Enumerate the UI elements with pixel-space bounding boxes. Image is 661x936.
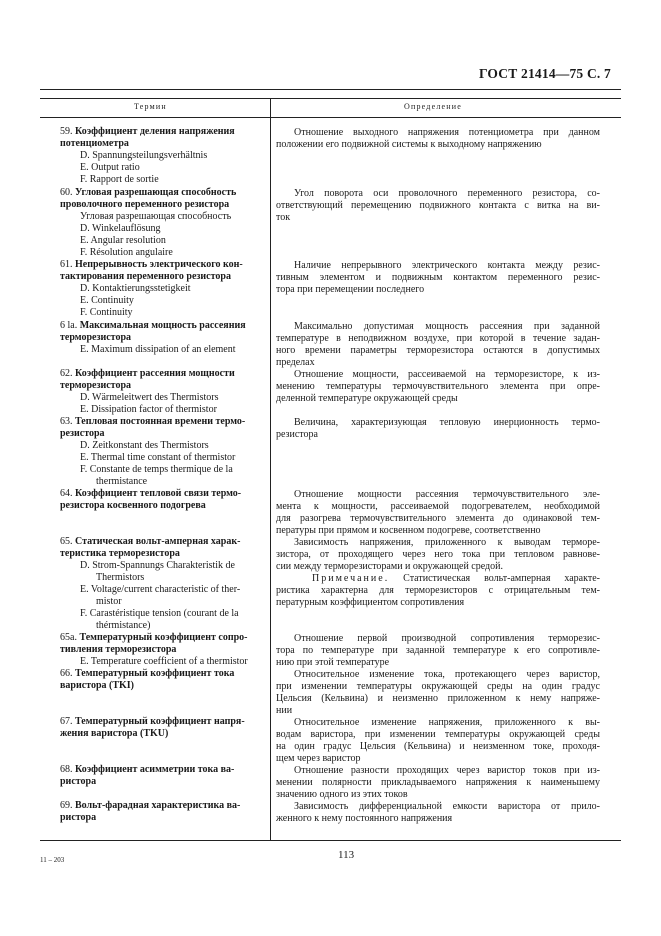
term-text: E. Maximum dissipation of an element: [80, 344, 236, 355]
term-number: 66.: [60, 668, 75, 679]
definition-line: при изменении температуры окружающей среды на один градус: [276, 681, 600, 692]
term-cell: [60, 368, 264, 416]
term-cell: [60, 126, 264, 186]
term-title-line: [60, 187, 264, 199]
term-title-line: [60, 668, 264, 680]
note-line: ристика характерна для терморезисторов с отрицательным тем-: [276, 585, 600, 596]
term-text: F. Carastéristique tension (courant de la: [80, 608, 239, 619]
definition-cell: [276, 537, 600, 609]
term-line: [60, 344, 264, 356]
definition-line: мента к мощности, рассеиваемой подогревателем, необходимой: [276, 501, 600, 512]
term-number: 67.: [60, 716, 75, 727]
definition-cell: [276, 765, 600, 801]
definition-line: Зависимость дифференциальной емкости варистора от прило-: [294, 801, 600, 812]
term-line: [60, 283, 264, 295]
definition-line: ток: [276, 212, 291, 223]
definition-cell: [276, 188, 600, 224]
term-text: Thermistors: [96, 572, 145, 583]
term-text: E. Temperature coefficient of a thermistor: [80, 656, 248, 667]
definition-line: женного к нему постоянного напряжения: [276, 813, 453, 824]
term-number: 65.: [60, 536, 75, 547]
term-title: Температурный коэффициент тока: [75, 668, 235, 679]
definition-line: резистора: [276, 429, 318, 440]
term-text: F. Résolution angulaire: [80, 247, 173, 258]
term-title: Температурный коэффициент напря-: [75, 716, 245, 727]
term-title: тивления терморезистора: [60, 644, 177, 655]
term-line: [60, 440, 264, 452]
term-cell: [60, 632, 264, 668]
term-title-line: [60, 368, 264, 380]
term-title: жения варистора (TKU): [60, 728, 169, 739]
definition-cell: [276, 321, 600, 369]
term-text: D. Spannungsteilungsverhältnis: [80, 150, 208, 161]
definition-line: Относительное изменение напряжения, приложенного к вы-: [294, 717, 600, 728]
definition-line: нии: [276, 705, 293, 716]
term-line: [60, 211, 264, 223]
term-text: Угловая разрешающая способность: [80, 211, 232, 222]
term-cell: [60, 536, 264, 632]
term-title-line: [60, 764, 264, 776]
term-text: thermistance: [96, 476, 148, 487]
term-number: 69.: [60, 800, 75, 811]
definition-line: водам варистора, при изменении температуры окружающей среды: [276, 729, 600, 740]
definition-line: ответствующий перемещению подвижного контакта с витка на ви-: [276, 200, 600, 211]
term-title-line: [60, 536, 264, 548]
term-title: Непрерывность электрического кон-: [75, 259, 243, 270]
definition-cell: [276, 801, 600, 825]
term-cell: [60, 416, 264, 488]
term-number: 65a.: [60, 632, 80, 643]
term-title-line: [60, 716, 264, 728]
term-text: F. Continuity: [80, 307, 133, 318]
column-header-definition: Определение: [404, 102, 462, 111]
page-number: 113: [338, 849, 355, 861]
term-text: E. Voltage/current characteristic of ther-: [80, 584, 241, 595]
term-text: mistor: [96, 596, 122, 607]
column-header-term: Термин: [134, 102, 167, 111]
term-text: E. Thermal time constant of thermistor: [80, 452, 236, 463]
definition-cell: [276, 669, 600, 717]
term-cell: [60, 764, 264, 788]
term-line: [60, 307, 264, 319]
term-line: [60, 476, 264, 488]
term-title-line: [60, 644, 264, 656]
term-text: D. Wärmeleitwert des Thermistors: [80, 392, 219, 403]
term-line: [60, 174, 264, 186]
term-cell: [60, 488, 264, 512]
term-title: Угловая разрешающая способность: [75, 187, 237, 198]
term-title-line: [60, 812, 264, 824]
term-text: D. Zeitkonstant des Thermistors: [80, 440, 209, 451]
term-title-line: [60, 800, 264, 812]
term-cell: [60, 800, 264, 824]
term-text: E. Output ratio: [80, 162, 140, 173]
term-line: [60, 608, 264, 620]
term-title-line: [60, 728, 264, 740]
term-line: [60, 452, 264, 464]
header-rule: [40, 89, 621, 90]
term-title-line: [60, 632, 264, 644]
term-title: Тепловая постоянная времени термо-: [75, 416, 246, 427]
term-number: 62.: [60, 368, 75, 379]
term-title: Вольт-фарадная характеристика ва-: [75, 800, 241, 811]
note-label: Примечание.: [312, 573, 390, 584]
definition-cell: [276, 369, 600, 405]
definition-line: менению температуры термочувствительного элемента при опре-: [276, 381, 600, 392]
definition-line: тора при перемещении последнего: [276, 284, 425, 295]
term-title: Коэффициент рассеяния мощности: [75, 368, 235, 379]
definition-line: менении полярности прикладываемого напряжения к наименьшему: [276, 777, 600, 788]
term-line: [60, 560, 264, 572]
term-line: [60, 656, 264, 668]
term-title: проволочного переменного резистора: [60, 199, 230, 210]
term-title-line: [60, 138, 264, 150]
definition-line: Отношение разности проходящих через варистор токов при из-: [294, 765, 600, 776]
term-line: [60, 295, 264, 307]
print-code: 11 – 203: [40, 856, 65, 864]
term-number: 68.: [60, 764, 75, 775]
term-number: 64.: [60, 488, 75, 499]
note-line: [276, 573, 600, 585]
term-text: E. Continuity: [80, 295, 134, 306]
definition-line: сии между терморезисторами и окружающей средой.: [276, 561, 503, 572]
term-title: Максимальная мощность рассеяния: [79, 320, 246, 331]
term-line: [60, 584, 264, 596]
term-title-line: [60, 271, 264, 283]
term-text: F. Constante de temps thermique de la: [80, 464, 233, 475]
definition-line: пределах: [276, 357, 315, 368]
term-title-line: [60, 320, 264, 332]
term-title-line: [60, 199, 264, 211]
page-header: ГОСТ 21414—75 С. 7: [478, 66, 611, 81]
term-text: E. Angular resolution: [80, 235, 166, 246]
term-title: ристора: [60, 776, 97, 787]
table-bottom-rule: [40, 840, 621, 841]
term-title-line: [60, 548, 264, 560]
term-title-line: [60, 126, 264, 138]
term-text: D. Kontaktierungsstetigkeit: [80, 283, 191, 294]
definition-cell: [276, 633, 600, 669]
term-cell: [60, 320, 264, 356]
term-cell: [60, 668, 264, 692]
term-title-line: [60, 500, 264, 512]
definition-line: положении его подвижной системы к выходному напряжению: [276, 139, 542, 150]
term-title: ристора: [60, 812, 97, 823]
definition-line: для разогрева термочувствительного элемента до одинаковой тем-: [276, 513, 600, 524]
definition-line: температуре в неподвижном воздухе, при которой в течение задан-: [276, 333, 600, 344]
term-line: [60, 223, 264, 235]
definition-line: нию при этой температуре: [276, 657, 390, 668]
term-title: тактирования переменного резистора: [60, 271, 231, 282]
term-title-line: [60, 380, 264, 392]
term-line: [60, 572, 264, 584]
term-title: Коэффициент асимметрии тока ва-: [75, 764, 235, 775]
definition-cell: [276, 717, 600, 765]
term-title-line: [60, 416, 264, 428]
term-cell: [60, 259, 264, 319]
term-cell: [60, 716, 264, 740]
term-line: [60, 235, 264, 247]
term-line: [60, 162, 264, 174]
definition-line: Отношение первой производной сопротивления терморезис-: [294, 633, 600, 644]
column-divider: [270, 98, 271, 840]
term-line: [60, 392, 264, 404]
definition-line: щем через варистор: [276, 753, 361, 764]
term-title: Температурный коэффициент сопро-: [79, 632, 248, 643]
definition-line: Относительное изменение тока, протекающего через варистор,: [294, 669, 600, 680]
term-line: [60, 247, 264, 259]
term-title-line: [60, 428, 264, 440]
definition-line: Отношение мощности рассеяния термочувствительного эле-: [294, 489, 600, 500]
term-title: резистора: [60, 428, 105, 439]
term-title: Коэффициент тепловой связи термо-: [75, 488, 242, 499]
term-text: thérmistance): [96, 620, 151, 631]
definition-line: Наличие непрерывного электрического контакта между резис-: [294, 260, 600, 271]
term-line: [60, 620, 264, 632]
term-title: варистора (TKI): [60, 680, 135, 691]
table-top-rule: [40, 98, 621, 99]
term-title: терморезистора: [60, 380, 132, 391]
definition-line: зистора, от проходящего через него тока при тепловом равнове-: [276, 549, 600, 560]
definition-line: значению одного из этих токов: [276, 789, 408, 800]
definition-line: тора по температуре при заданной температуре к его сопротивле-: [276, 645, 600, 656]
term-number: 59.: [60, 126, 75, 137]
term-title: теристика терморезистора: [60, 548, 180, 559]
term-title-line: [60, 776, 264, 788]
term-title-line: [60, 488, 264, 500]
term-title: Статическая вольт-амперная харак-: [75, 536, 241, 547]
note-text: Статистическая вольт-амперная характе-: [389, 573, 600, 584]
definition-line: на один градус Цельсия (Кельвина) и неизменном токе, проходя-: [276, 741, 600, 752]
term-cell: [60, 187, 264, 259]
definition-line: Максимально допустимая мощность рассеяния при заданной: [294, 321, 600, 332]
note-line: пературным коэффициентом сопротивления: [276, 597, 465, 608]
definition-cell: [276, 260, 600, 296]
term-line: [60, 464, 264, 476]
term-number: 63.: [60, 416, 75, 427]
definition-line: Величина, характеризующая тепловую инерционность термо-: [294, 417, 600, 428]
definition-line: Отношение мощности, рассеиваемой на терморезисторе, к из-: [294, 369, 600, 380]
term-title: резистора косвенного подогрева: [60, 500, 206, 511]
term-number: 61.: [60, 259, 75, 270]
term-text: E. Dissipation factor of thermistor: [80, 404, 217, 415]
definition-line: Отношение выходного напряжения потенциометра при данном: [294, 127, 600, 138]
term-text: D. Strom-Spannungs Charakteristik de: [80, 560, 235, 571]
definition-line: Цельсия (Кельвина) и неизменно приложенном к нему напряже-: [276, 693, 600, 704]
term-text: F. Rapport de sortie: [80, 174, 159, 185]
definition-line: Угол поворота оси проволочного переменного резистора, со-: [294, 188, 600, 199]
definition-line: деленной температуре окружающей среды: [276, 393, 458, 404]
term-line: [60, 404, 264, 416]
term-title-line: [60, 259, 264, 271]
definition-cell: [276, 127, 600, 151]
term-title-line: [60, 680, 264, 692]
definition-line: ного времени параметры терморезистора остаются в допустимых: [276, 345, 600, 356]
term-title: потенциометра: [60, 138, 129, 149]
term-title: Коэффициент деления напряжения: [75, 126, 235, 137]
definition-line: тивным элементом и подвижным контактом переменного резис-: [276, 272, 600, 283]
definition-line: пературы при прямом и косвенном подогреве, соответственно: [276, 525, 541, 536]
term-number: 60.: [60, 187, 75, 198]
definition-cell: [276, 489, 600, 537]
term-title: терморезистора: [60, 332, 132, 343]
term-text: D. Winkelauflösung: [80, 223, 161, 234]
definition-cell: [276, 417, 600, 441]
term-line: [60, 150, 264, 162]
definition-line: Зависимость напряжения, приложенного к выводам терморе-: [294, 537, 600, 548]
column-header-rule: [40, 117, 621, 118]
term-title-line: [60, 332, 264, 344]
term-line: [60, 596, 264, 608]
term-number: 6 la.: [60, 320, 80, 331]
